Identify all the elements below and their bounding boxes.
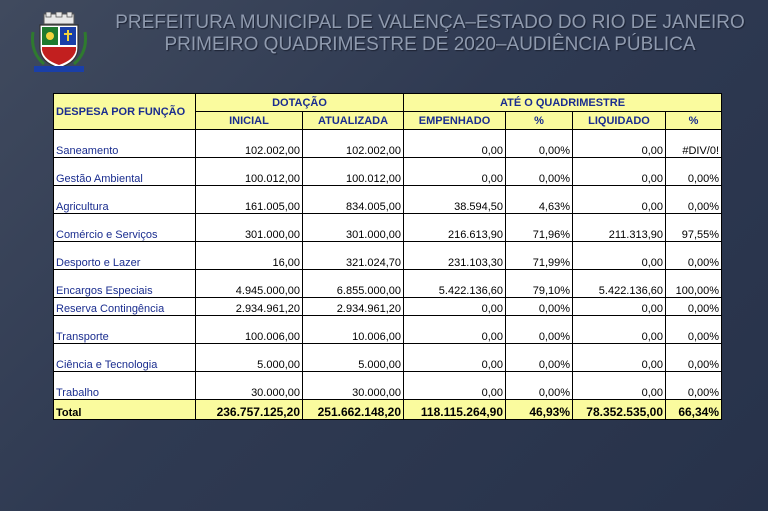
header-pct-empenhado: % bbox=[506, 112, 573, 130]
cell-empenhado: 0,00 bbox=[404, 372, 506, 400]
row-label: Encargos Especiais bbox=[54, 270, 196, 298]
cell-atualizada: 834.005,00 bbox=[303, 186, 404, 214]
table-row bbox=[54, 130, 722, 158]
header-pct-liquidado: % bbox=[666, 112, 722, 130]
table-row bbox=[54, 372, 722, 400]
total-pct-liquidado: 66,34% bbox=[666, 400, 722, 420]
table-row bbox=[54, 242, 722, 270]
cell-pct-empenhado: 0,00% bbox=[506, 130, 573, 158]
cell-atualizada: 102.002,00 bbox=[303, 130, 404, 158]
cell-inicial: 100.012,00 bbox=[196, 158, 303, 186]
cell-liquidado: 0,00 bbox=[573, 298, 666, 316]
row-label: Comércio e Serviços bbox=[54, 214, 196, 242]
cell-liquidado: 0,00 bbox=[573, 316, 666, 344]
cell-liquidado: 0,00 bbox=[573, 242, 666, 270]
coat-of-arms-icon bbox=[30, 12, 88, 74]
cell-atualizada: 321.024,70 bbox=[303, 242, 404, 270]
cell-inicial: 301.000,00 bbox=[196, 214, 303, 242]
cell-pct-empenhado: 0,00% bbox=[506, 158, 573, 186]
page-title bbox=[95, 12, 765, 56]
title-line-2: PRIMEIRO QUADRIMESTRE DE 2020–AUDIÊNCIA PÚBLICA bbox=[164, 34, 696, 55]
cell-pct-liquidado: 0,00% bbox=[666, 242, 722, 270]
cell-inicial: 102.002,00 bbox=[196, 130, 303, 158]
cell-pct-liquidado: 0,00% bbox=[666, 344, 722, 372]
cell-empenhado: 0,00 bbox=[404, 316, 506, 344]
table-row bbox=[54, 186, 722, 214]
cell-pct-liquidado: 0,00% bbox=[666, 298, 722, 316]
cell-pct-liquidado: #DIV/0! bbox=[666, 130, 722, 158]
cell-empenhado: 0,00 bbox=[404, 298, 506, 316]
coat-of-arms-logo bbox=[30, 12, 88, 74]
total-label: Total bbox=[54, 400, 196, 420]
cell-pct-liquidado: 0,00% bbox=[666, 186, 722, 214]
cell-empenhado: 0,00 bbox=[404, 130, 506, 158]
cell-atualizada: 2.934.961,20 bbox=[303, 298, 404, 316]
header-function: DESPESA POR FUNÇÃO bbox=[54, 94, 196, 130]
cell-liquidado: 0,00 bbox=[573, 158, 666, 186]
total-empenhado: 118.115.264,90 bbox=[404, 400, 506, 420]
cell-liquidado: 0,00 bbox=[573, 186, 666, 214]
table-row bbox=[54, 158, 722, 186]
cell-pct-empenhado: 0,00% bbox=[506, 298, 573, 316]
cell-atualizada: 6.855.000,00 bbox=[303, 270, 404, 298]
cell-inicial: 30.000,00 bbox=[196, 372, 303, 400]
cell-atualizada: 10.006,00 bbox=[303, 316, 404, 344]
cell-atualizada: 30.000,00 bbox=[303, 372, 404, 400]
header-atualizada: ATUALIZADA bbox=[303, 112, 404, 130]
total-row bbox=[54, 400, 722, 420]
header-inicial: INICIAL bbox=[196, 112, 303, 130]
cell-inicial: 5.000,00 bbox=[196, 344, 303, 372]
total-pct-empenhado: 46,93% bbox=[506, 400, 573, 420]
cell-inicial: 100.006,00 bbox=[196, 316, 303, 344]
cell-liquidado: 211.313,90 bbox=[573, 214, 666, 242]
row-label: Ciência e Tecnologia bbox=[54, 344, 196, 372]
row-label: Reserva Contingência bbox=[54, 298, 196, 316]
cell-pct-liquidado: 100,00% bbox=[666, 270, 722, 298]
cell-atualizada: 100.012,00 bbox=[303, 158, 404, 186]
cell-pct-liquidado: 97,55% bbox=[666, 214, 722, 242]
expense-table bbox=[53, 93, 722, 420]
cell-empenhado: 216.613,90 bbox=[404, 214, 506, 242]
cell-pct-liquidado: 0,00% bbox=[666, 158, 722, 186]
cell-liquidado: 0,00 bbox=[573, 130, 666, 158]
cell-pct-liquidado: 0,00% bbox=[666, 372, 722, 400]
cell-atualizada: 5.000,00 bbox=[303, 344, 404, 372]
cell-pct-empenhado: 79,10% bbox=[506, 270, 573, 298]
cell-inicial: 2.934.961,20 bbox=[196, 298, 303, 316]
header-quadrimestre: ATÉ O QUADRIMESTRE bbox=[404, 94, 722, 112]
header-empenhado: EMPENHADO bbox=[404, 112, 506, 130]
row-label: Agricultura bbox=[54, 186, 196, 214]
row-label: Transporte bbox=[54, 316, 196, 344]
cell-inicial: 16,00 bbox=[196, 242, 303, 270]
row-label: Desporto e Lazer bbox=[54, 242, 196, 270]
total-atualizada: 251.662.148,20 bbox=[303, 400, 404, 420]
cell-liquidado: 0,00 bbox=[573, 344, 666, 372]
cell-pct-empenhado: 0,00% bbox=[506, 372, 573, 400]
table-row bbox=[54, 298, 722, 316]
row-label: Saneamento bbox=[54, 130, 196, 158]
cell-empenhado: 38.594,50 bbox=[404, 186, 506, 214]
cell-inicial: 161.005,00 bbox=[196, 186, 303, 214]
cell-empenhado: 0,00 bbox=[404, 344, 506, 372]
table-row bbox=[54, 344, 722, 372]
header-liquidado: LIQUIDADO bbox=[573, 112, 666, 130]
row-label: Gestão Ambiental bbox=[54, 158, 196, 186]
title-line-1: PREFEITURA MUNICIPAL DE VALENÇA–ESTADO DO RIO DE JANEIRO bbox=[115, 12, 745, 33]
cell-pct-empenhado: 0,00% bbox=[506, 316, 573, 344]
cell-pct-empenhado: 71,99% bbox=[506, 242, 573, 270]
cell-liquidado: 0,00 bbox=[573, 372, 666, 400]
total-liquidado: 78.352.535,00 bbox=[573, 400, 666, 420]
row-label: Trabalho bbox=[54, 372, 196, 400]
cell-pct-liquidado: 0,00% bbox=[666, 316, 722, 344]
cell-liquidado: 5.422.136,60 bbox=[573, 270, 666, 298]
cell-empenhado: 0,00 bbox=[404, 158, 506, 186]
total-inicial: 236.757.125,20 bbox=[196, 400, 303, 420]
table-row bbox=[54, 214, 722, 242]
table-row bbox=[54, 316, 722, 344]
cell-inicial: 4.945.000,00 bbox=[196, 270, 303, 298]
cell-pct-empenhado: 4,63% bbox=[506, 186, 573, 214]
cell-pct-empenhado: 71,96% bbox=[506, 214, 573, 242]
cell-empenhado: 231.103,30 bbox=[404, 242, 506, 270]
cell-pct-empenhado: 0,00% bbox=[506, 344, 573, 372]
table-row bbox=[54, 270, 722, 298]
header-dotacao: DOTAÇÃO bbox=[196, 94, 404, 112]
cell-atualizada: 301.000,00 bbox=[303, 214, 404, 242]
cell-empenhado: 5.422.136,60 bbox=[404, 270, 506, 298]
